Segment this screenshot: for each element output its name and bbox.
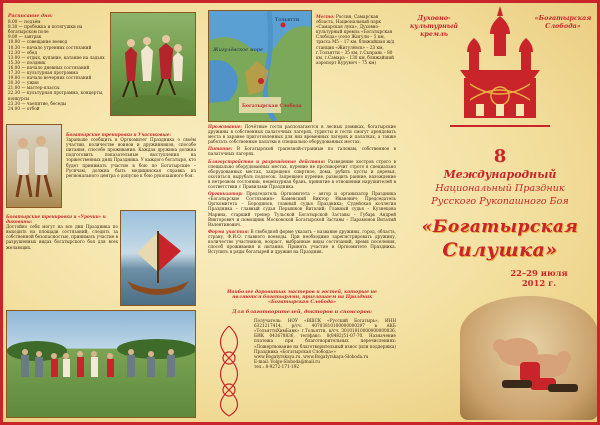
location-text: Россия, Самарская область, Национальный парк «Самарская лука», Духовно-культурный кремль «Богатырская Слобода» (село Жигули – 5 км, трасса М5 – 17 км, ближайшая ж/д станция «Жигулёвск» – 23 км, г.Тольятти – 35 км, г.Сызрань – 80 км, г.Самара – 130 км, ближайший аэропорт Курумоч – 75 км) [316,14,395,65]
bank-title: Для благотворителей, докторов и спонсоров: [231,309,372,315]
entry-para [208,229,396,254]
schedule-item: 22.30 — культурная программа, концерты, конкурсы [8,90,104,101]
bank-text: Получатель: НОУ «ВШСК «Русский Богатырь», ИНН 6321217414, р/сч. 40703810100000000297 в АКБ «ТольяттиХимБанк» г.Тольятти, к/сч. 30101810000000000836, БИК 043678836, тел/факс: 8(8482)51-07-70. Назначение платежа при благотворительных перечислениях: «Пожертвование на благотворительный взнос (или поддержка) Праздника «Богатырская Слобода»» [254,318,396,354]
rules-title: Благоустройство и разрешённые действия: [208,158,326,164]
festival-name2: Силушка» [442,239,558,261]
schedule-item: 8.30 — пробежка и потягушки на богатырском поле [8,24,83,35]
contests-block [6,214,118,250]
festival-title [400,168,600,208]
lodging-text: Почётные гости располагаются в лесных домиках, богатырские дружины в собственных палаточных лагерях, туристы и гости смогут арендовать места в заранее приготовленных для них временных лагерях и палатках, а также работать собственные палатки в специально оборудованных местах. [208,124,396,145]
fighters-photo [6,124,62,208]
church-emblem [446,4,554,132]
left-column [0,0,200,425]
schedule-item: 20.30 — ужин [8,80,39,86]
festival-dates-text: 22–29 июля [510,268,568,278]
dancers-photo [110,12,196,116]
committee-text: Председатель Оргкомитета – автор и организатор Праздника «Богатырские Состязания» Каменский Виктор Иванович; Председатель Оргкомитета – Бородинов, главный судья Праздника; Судейская коллегия Праздника – главный судья Перышков Виталий; Главный судья – Кузнецова Марина, старший тренер Тульской Богатырской Заставы – Губарь Андрей Викторович и помощник Московской Богатырской Заставы – Парамонов Виталий Валентинович. [208,191,396,227]
schedule-item: 13.00 — отдых, купание, катание на ладьях [8,54,105,60]
boat-photo [120,210,196,306]
festival-line3: Русского Рукопашного Боя [431,196,569,207]
lodging-title: Проживание: [208,124,242,129]
training-block [66,132,196,178]
contacts-site[interactable]: www.Bogatyrskaya.ru, www.Bogatyrskaya-Sloboda.ru [254,353,369,359]
schedule-item: 16.00 — начало дневных состязаний [8,64,90,70]
festival-line1: Международный [443,168,557,181]
schedule-title: Расписание дня: [8,14,53,19]
contacts-email[interactable]: E-mail: Volge-Sloboda@mail.ru [254,358,320,364]
schedule-item: 23.30 — чаепитие, беседы [8,100,67,106]
crowd-photo [6,310,196,418]
schedule-item: 24.00 — отбой [8,105,40,111]
contests-title: Богатырские тренировки и «Урочки» и диковины: [6,214,106,225]
committee-para [208,191,396,227]
festival-year: 2012 г. [521,278,557,288]
bank-block [208,310,396,369]
rules-para [208,159,396,190]
entry-text: В свободной форме указать – название дружины, город, область, страну, Ф.И.О. главного воеводы. При необходимо зарегистрировать дружину, количество участников, возраст, выбранные виды состязаний, время поселения, способ проживания и питания. Принять участие в Оргкомитете Праздника. Вступить в ряды богатырей и дружин на Праздник. [208,228,396,255]
schedule-item: 15.30 — полдник [8,59,46,65]
header-sloboda-line1: «Богатырская [534,14,592,22]
header-sloboda-line2: Слобода» [545,22,581,30]
schedule-item: 10.00 — совещание воевод [8,39,68,45]
committee-title: Организатор: [208,191,243,197]
fighters-illustration [7,125,61,207]
map-label-kremlin: Богатырская Слобода [242,104,302,109]
festival-name [400,216,600,262]
invite-text: Наиболее даровитых мастеров и гостей, которые не являются богатырями, приглашаем на Праздник «Богатырская Слобода» [227,290,377,306]
map-label-tolyatti: Тольятти [275,17,300,23]
food-text: В Богатырской трапезной-странные по талонам, собственное в палаточных лагерях. [208,146,396,157]
rules-text: Разведение костров строго в специально оборудованных местах, курение не противоречит строго в специально оборудованных местах, запрещено спиртное, дома, рубить кусты и деревья, охотиться, вырубать подлесок. Запрещено курение, разводить ранние, нахождение в нетрезвом состоянии, нецензурная брань, принятие в отношении нарушителей в соответствии с Правилами Праздника. [208,158,396,190]
bank-ornament [208,322,250,418]
contacts-phone: тел.: 8-9272-171-192 [254,363,300,369]
schedule-item: 21.00 — мастер-классы [8,85,60,91]
map-label-zhigulevskoe: Жигулёвское море [213,47,263,53]
food-para [208,146,396,156]
dancers-illustration [111,13,195,115]
festival-dates [484,268,594,288]
schedule-item: 17.30 — культурная программа [8,70,78,76]
schedule-item: 9.00 — завтрак [8,34,42,40]
schedule-list [8,19,108,111]
map-illustration [209,11,311,121]
wrestlers-photo [460,296,598,420]
festival-name1: «Богатырская [421,217,579,237]
bank-details [254,318,396,369]
entry-title: Форма участия: [208,228,250,234]
location-para [316,14,396,65]
contests-text: Достойно себя могут на все дни Праздника по выходить на площади состязаний, следить за собственной безопасностью, принимать участие в разрушенных видах богатырского боя для всех желающих. [6,224,118,250]
lodging-para [208,124,396,144]
food-title: Питание: [208,146,233,152]
festival-line2: Национальный Праздник [435,183,565,194]
schedule-item: 8.00 — подъём [8,19,41,25]
region-map [208,10,312,122]
middle-column [200,0,400,425]
schedule-item: 12.30 — обед [8,49,37,55]
schedule-item: 10.30 — начало утренних состязаний [8,44,92,50]
location-block [316,14,396,65]
crowd-illustration [7,311,195,417]
header-kremlin-line1: Духовно-культурный [410,14,458,30]
training-text: Зараньше сообщить в Оргкомитет Праздника о своём участии, количестве воинов и дружинников, способе питания, способе проживания. Каждая дружина должна подготовить показательные выступления на торжественных днях Праздника. У каждого богатыря, кто будет принимать участие в бою по Богатырские – Русичам, должна быть медицинская справка из регионального центра о допуске к бою рукопашного боя. [66,137,196,178]
training-title: Богатырские тренировки и Участковые: [66,132,171,137]
boat-illustration [121,211,195,305]
location-title: Место: [316,14,335,19]
schedule-block [8,14,108,111]
wrestlers-illustration [460,296,598,420]
schedule-item: 19.00 — начало вечерних состязаний [8,75,92,81]
info-block [208,124,396,256]
header-kremlin-line2: кремль [420,30,448,38]
cover-column [400,0,600,425]
festival-number: 8 [493,146,507,167]
